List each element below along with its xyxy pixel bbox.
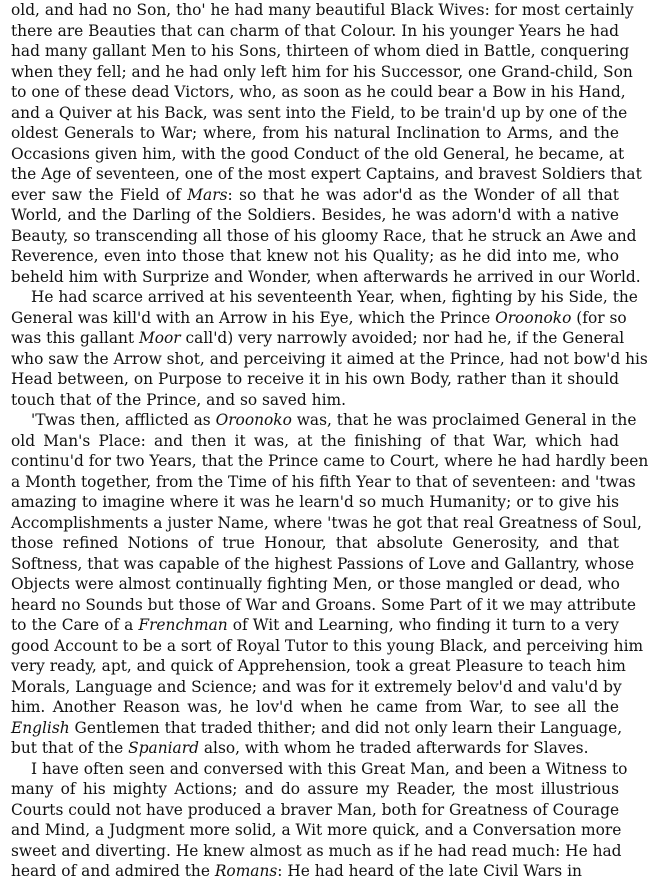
- italic-text: Moor: [139, 329, 181, 347]
- text-run: there are Beauties that can charm of that Colour. In his younger Years he had: [11, 21, 619, 40]
- text-line: [11, 103, 628, 124]
- text-run: I have often seen and conversed with this Great Man, and been a Witness to: [31, 759, 628, 778]
- text-run: Gentlemen that traded thither; and did not only learn their Language,: [69, 718, 623, 737]
- text-run: Courts could not have produced a braver Man, both for Greatness of Courage: [11, 800, 620, 819]
- text-line: [11, 369, 619, 390]
- text-run: ever saw the Field of: [11, 185, 188, 204]
- text-line: [11, 697, 619, 718]
- text-run: oldest Generals to War; where, from his natural Inclination to Arms, and the: [11, 124, 619, 142]
- italic-text: Mars: [187, 185, 228, 204]
- paragraph: [11, 759, 628, 882]
- text-line: [11, 82, 626, 103]
- italic-text: Frenchman: [138, 616, 228, 634]
- text-line: [11, 800, 619, 821]
- text-run: the Age of seventeen, one of the most expert Captains, and bravest Soldiers that: [11, 165, 642, 183]
- paragraph: [11, 287, 648, 410]
- text-line: [11, 472, 636, 493]
- text-line: [11, 595, 636, 616]
- text-line: [11, 492, 619, 513]
- text-line: [11, 185, 619, 206]
- text-line: [11, 615, 619, 636]
- italic-text: Oroonoko: [495, 308, 572, 327]
- text-line: [11, 164, 642, 185]
- text-line: [11, 533, 619, 554]
- text-run: Softness, that was capable of the highest Passions of Love and Gallantry, whose: [11, 554, 635, 573]
- text-run: when they fell; and he had only left him for his Successor, one Grand-child, Son: [11, 62, 633, 81]
- text-run: good Account to be a sort of Royal Tutor to this young Black, and perceiving him: [11, 636, 644, 655]
- text-line: [11, 328, 625, 349]
- text-line: [11, 21, 619, 42]
- body-text: [11, 0, 648, 882]
- paragraph: [11, 410, 648, 759]
- text-line: [11, 205, 619, 226]
- text-line: [11, 267, 641, 288]
- text-run: (for so: [571, 308, 627, 327]
- text-run: Beauty, so transcending all those of his gloomy Race, that he struck an Awe and: [11, 226, 637, 245]
- text-run: Objects were almost continually fighting Men, or those mangled or dead, who: [11, 575, 620, 593]
- text-run: many of his mighty Actions; and do assure my Reader, the most illustrious: [11, 780, 619, 798]
- text-line: [11, 451, 648, 472]
- text-line: [11, 41, 630, 62]
- text-run: was this gallant: [11, 329, 139, 347]
- text-run: also, with whom he traded afterwards for Slaves.: [198, 739, 589, 757]
- text-line: [11, 677, 622, 698]
- text-line: [11, 62, 633, 83]
- text-line: [11, 820, 622, 841]
- text-line: [11, 554, 635, 575]
- text-run: continu'd for two Years, that the Prince came to Court, where he had hardly been: [11, 452, 648, 470]
- text-line: [11, 431, 619, 452]
- text-run: call'd) very narrowly avoided; nor had he, if the General: [180, 329, 625, 347]
- text-run: old Man's Place: and then it was, at the finishing of that War, which had: [11, 431, 619, 450]
- text-run: and a Quiver at his Back, was sent into the Field, to be train'd up by one of the: [11, 103, 628, 122]
- text-run: 'Twas then, afflicted as: [31, 411, 216, 429]
- text-line: [11, 574, 619, 595]
- text-line: [11, 123, 619, 144]
- text-run: had many gallant Men to his Sons, thirteen of whom died in Battle, conquering: [11, 42, 630, 60]
- text-line: [11, 718, 623, 739]
- text-line: [11, 513, 642, 534]
- text-run: Accomplishments a juster Name, where 'twas he got that real Greatness of Soul,: [11, 513, 642, 532]
- text-line: [11, 390, 619, 411]
- text-run: World, and the Darling of the Soldiers. Besides, he was adorn'd with a native: [11, 206, 619, 224]
- text-run: : so that he was ador'd as the Wonder of all that: [227, 185, 619, 204]
- text-run: General was kill'd with an Arrow in his Eye, which the Prince: [11, 308, 496, 327]
- text-run: was, that he was proclaimed General in the: [291, 411, 637, 429]
- text-line: [11, 287, 638, 308]
- text-line: [11, 144, 625, 165]
- text-line: [11, 841, 622, 862]
- text-run: and Mind, a Judgment more solid, a Wit more quick, and a Conversation more: [11, 821, 622, 839]
- text-line: [11, 410, 637, 431]
- text-line: [11, 308, 627, 329]
- text-run: Head between, on Purpose to receive it in his own Body, rather than it should: [11, 370, 619, 388]
- text-run: of Wit and Learning, who finding it turn to a very: [227, 616, 619, 634]
- text-run: very ready, apt, and quick of Apprehension, took a great Pleasure to teach him: [11, 657, 626, 675]
- text-line: [11, 246, 619, 267]
- text-run: beheld him with Surprize and Wonder, when afterwards he arrived in our World.: [11, 267, 641, 286]
- text-run: : He had heard of the late Civil Wars in: [277, 862, 582, 880]
- text-line: [11, 656, 626, 677]
- text-line: [11, 779, 619, 800]
- text-run: Occasions given him, with the good Conduct of the old General, he became, at: [11, 144, 625, 163]
- text-run: those refined Notions of true Honour, that absolute Generosity, and that: [11, 534, 619, 552]
- text-line: [11, 759, 628, 780]
- text-run: a Month together, from the Time of his fifth Year to that of seventeen: and 'twas: [11, 472, 636, 491]
- text-run: to the Care of a: [11, 616, 139, 634]
- text-run: heard of and admired the: [11, 862, 215, 880]
- text-run: who saw the Arrow shot, and perceiving it aimed at the Prince, had not bow'd his: [11, 349, 648, 368]
- text-line: [11, 0, 634, 21]
- text-line: [11, 738, 619, 759]
- text-run: amazing to imagine where it was he learn'd so much Humanity; or to give his: [11, 493, 619, 511]
- text-line: [11, 636, 644, 657]
- text-run: heard no Sounds but those of War and Groans. Some Part of it we may attribute: [11, 595, 636, 614]
- italic-text: Spaniard: [128, 739, 199, 757]
- text-run: Reverence, even into those that knew not his Quality; as he did into me, who: [11, 247, 619, 265]
- text-line: [11, 349, 648, 370]
- text-line: [11, 861, 619, 882]
- text-run: to one of these dead Victors, who, as soon as he could bear a Bow in his Hand,: [11, 83, 626, 101]
- text-run: old, and had no Son, tho' he had many beautiful Black Wives: for most certainly: [11, 1, 634, 19]
- italic-text: English: [11, 718, 70, 737]
- text-run: touch that of the Prince, and so saved him.: [11, 390, 346, 409]
- text-run: He had scarce arrived at his seventeenth Year, when, fighting by his Side, the: [31, 288, 638, 306]
- italic-text: Romans: [214, 862, 278, 880]
- text-line: [11, 226, 637, 247]
- paragraph: [11, 0, 642, 287]
- text-run: sweet and diverting. He knew almost as much as if he had read much: He had: [11, 841, 622, 860]
- text-run: him. Another Reason was, he lov'd when he came from War, to see all the: [11, 698, 619, 716]
- text-run: but that of the: [11, 739, 129, 757]
- italic-text: Oroonoko: [215, 411, 292, 429]
- text-run: Morals, Language and Science; and was for it extremely belov'd and valu'd by: [11, 677, 622, 696]
